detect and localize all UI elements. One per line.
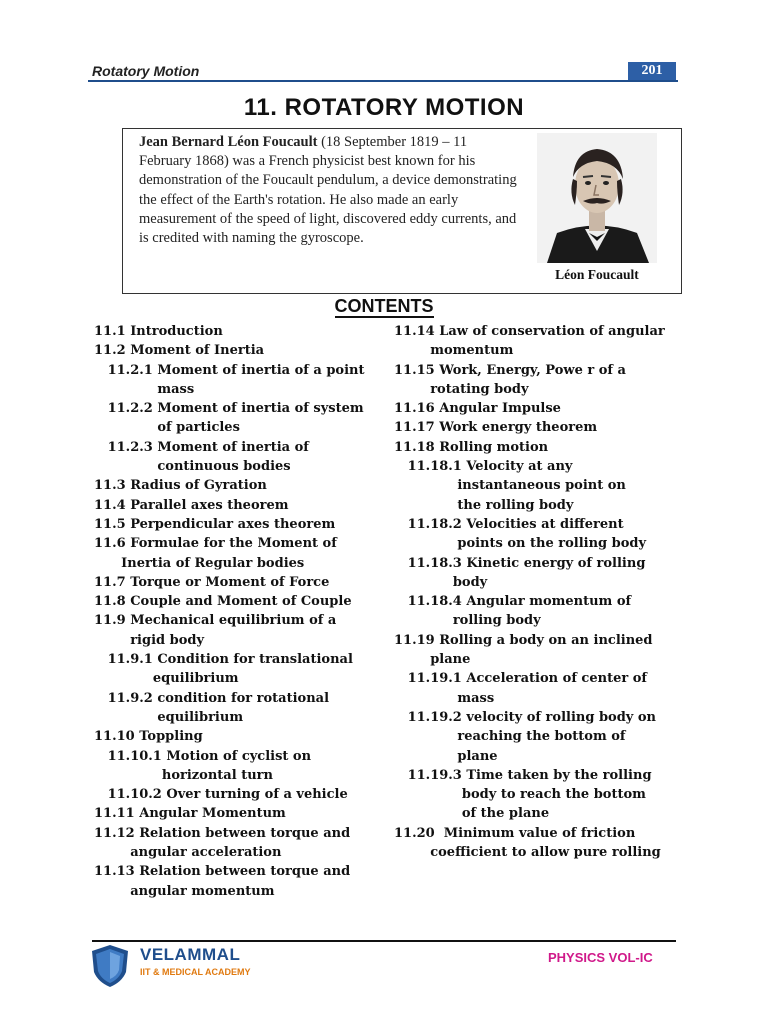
toc-item: instantaneous point on bbox=[394, 478, 626, 494]
toc-item: 11.17 Work energy theorem bbox=[394, 420, 598, 436]
contents-heading-text: CONTENTS bbox=[334, 296, 434, 316]
toc-item: 11.18.3 Kinetic energy of rolling bbox=[394, 555, 646, 571]
toc-item: 11.14 Law of conservation of angular bbox=[394, 324, 665, 339]
toc-item: rolling body bbox=[394, 613, 541, 629]
toc-item: Inertia of Regular bodies bbox=[94, 555, 305, 571]
biography-body: (18 September 1819 – 11 February 1868) was a French physicist best known for his demonstration of the Foucault pendulum, a device demonstrating the effect of the Earth's rotation. He also made an early measurement of the speed of light, discovered eddy currents, and is credited with naming the gyroscope. bbox=[139, 134, 517, 247]
brand-subtitle: IIT & MEDICAL ACADEMY bbox=[140, 967, 251, 977]
portrait-image bbox=[537, 133, 657, 263]
toc-item: 11.10 Toppling bbox=[94, 729, 203, 745]
portrait-caption: Léon Foucault bbox=[555, 267, 639, 282]
page-number-badge: 201 bbox=[628, 62, 676, 80]
toc-item: plane bbox=[394, 652, 471, 668]
toc-item: 11.13 Relation between torque and bbox=[94, 864, 351, 880]
toc-item: 11.19.2 velocity of rolling body on bbox=[394, 709, 656, 725]
toc-item: 11.3 Radius of Gyration bbox=[94, 478, 267, 494]
toc-item: plane bbox=[394, 748, 498, 764]
biography-text bbox=[139, 133, 521, 248]
toc-item: 11.18 Rolling motion bbox=[394, 439, 549, 455]
toc-item: 11.2.1 Moment of inertia of a point bbox=[94, 362, 365, 378]
toc-item: the rolling body bbox=[394, 497, 574, 513]
volume-label: PHYSICS VOL-IC bbox=[548, 950, 653, 965]
toc-item: 11.2 Moment of Inertia bbox=[94, 343, 265, 359]
toc-item: 11.20 Minimum value of friction bbox=[394, 825, 636, 841]
toc-item: coefficient to allow pure rolling bbox=[394, 845, 661, 861]
toc-item: 11.16 Angular Impulse bbox=[394, 401, 561, 417]
toc-item: 11.8 Couple and Moment of Couple bbox=[94, 594, 352, 610]
toc-item: of particles bbox=[94, 420, 240, 436]
toc-item: rigid body bbox=[94, 632, 205, 648]
toc-left-column bbox=[94, 322, 384, 901]
toc-item: points on the rolling body bbox=[394, 536, 647, 552]
biography-name: Jean Bernard Léon Foucault bbox=[139, 134, 318, 150]
toc-item: 11.10.2 Over turning of a vehicle bbox=[94, 787, 348, 803]
running-header-title: Rotatory Motion bbox=[92, 63, 200, 79]
toc-item: 11.9 Mechanical equilibrium of a bbox=[94, 613, 337, 629]
brand-name: VELAMMAL bbox=[140, 945, 241, 964]
toc-item: 11.10.1 Motion of cyclist on bbox=[94, 748, 312, 764]
toc-right-column bbox=[394, 322, 684, 862]
chapter-title: 11. ROTATORY MOTION bbox=[243, 94, 525, 121]
toc-item: 11.18.1 Velocity at any bbox=[394, 459, 573, 475]
toc-item: 11.19 Rolling a body on an inclined bbox=[394, 632, 653, 648]
toc-item: continuous bodies bbox=[94, 459, 291, 475]
toc-item: reaching the bottom of bbox=[394, 729, 626, 745]
toc-item: 11.9.2 condition for rotational bbox=[94, 690, 330, 706]
toc-item: 11.5 Perpendicular axes theorem bbox=[94, 516, 336, 532]
shield-logo-icon bbox=[90, 944, 130, 988]
toc-item: 11.2.3 Moment of inertia of bbox=[94, 439, 309, 455]
toc-item: 11.7 Torque or Moment of Force bbox=[94, 574, 330, 590]
toc-item: angular momentum bbox=[94, 883, 275, 899]
toc-item: 11.19.3 Time taken by the rolling bbox=[394, 767, 652, 783]
toc-item: 11.18.2 Velocities at different bbox=[394, 516, 624, 532]
toc-item: 11.19.1 Acceleration of center of bbox=[394, 671, 647, 687]
toc-item: 11.2.2 Moment of inertia of system bbox=[94, 401, 364, 417]
toc-item: equilibrium bbox=[94, 671, 239, 687]
toc-item: 11.4 Parallel axes theorem bbox=[94, 497, 289, 513]
toc-item: 11.1 Introduction bbox=[94, 324, 223, 339]
header-rule bbox=[88, 80, 678, 82]
biography-box bbox=[122, 128, 682, 294]
footer-rule bbox=[92, 940, 676, 942]
toc-item: angular acceleration bbox=[94, 845, 282, 861]
toc-item: mass bbox=[94, 381, 195, 397]
toc-item: of the plane bbox=[394, 806, 550, 822]
toc-item: 11.6 Formulae for the Moment of bbox=[94, 536, 337, 552]
toc-item: 11.18.4 Angular momentum of bbox=[394, 594, 632, 610]
toc-item: body bbox=[394, 574, 488, 590]
toc-item: 11.15 Work, Energy, Powe r of a bbox=[394, 362, 626, 378]
toc-item: 11.9.1 Condition for translational bbox=[94, 652, 353, 668]
toc-item: 11.12 Relation between torque and bbox=[94, 825, 351, 841]
toc-item: momentum bbox=[394, 343, 514, 359]
toc-item: equilibrium bbox=[94, 709, 244, 725]
toc-item: mass bbox=[394, 690, 495, 706]
contents-heading bbox=[0, 296, 768, 317]
toc-item: rotating body bbox=[394, 381, 529, 397]
toc-item: horizontal turn bbox=[94, 767, 273, 783]
toc-item: body to reach the bottom bbox=[394, 787, 646, 803]
toc-item: 11.11 Angular Momentum bbox=[94, 806, 286, 822]
